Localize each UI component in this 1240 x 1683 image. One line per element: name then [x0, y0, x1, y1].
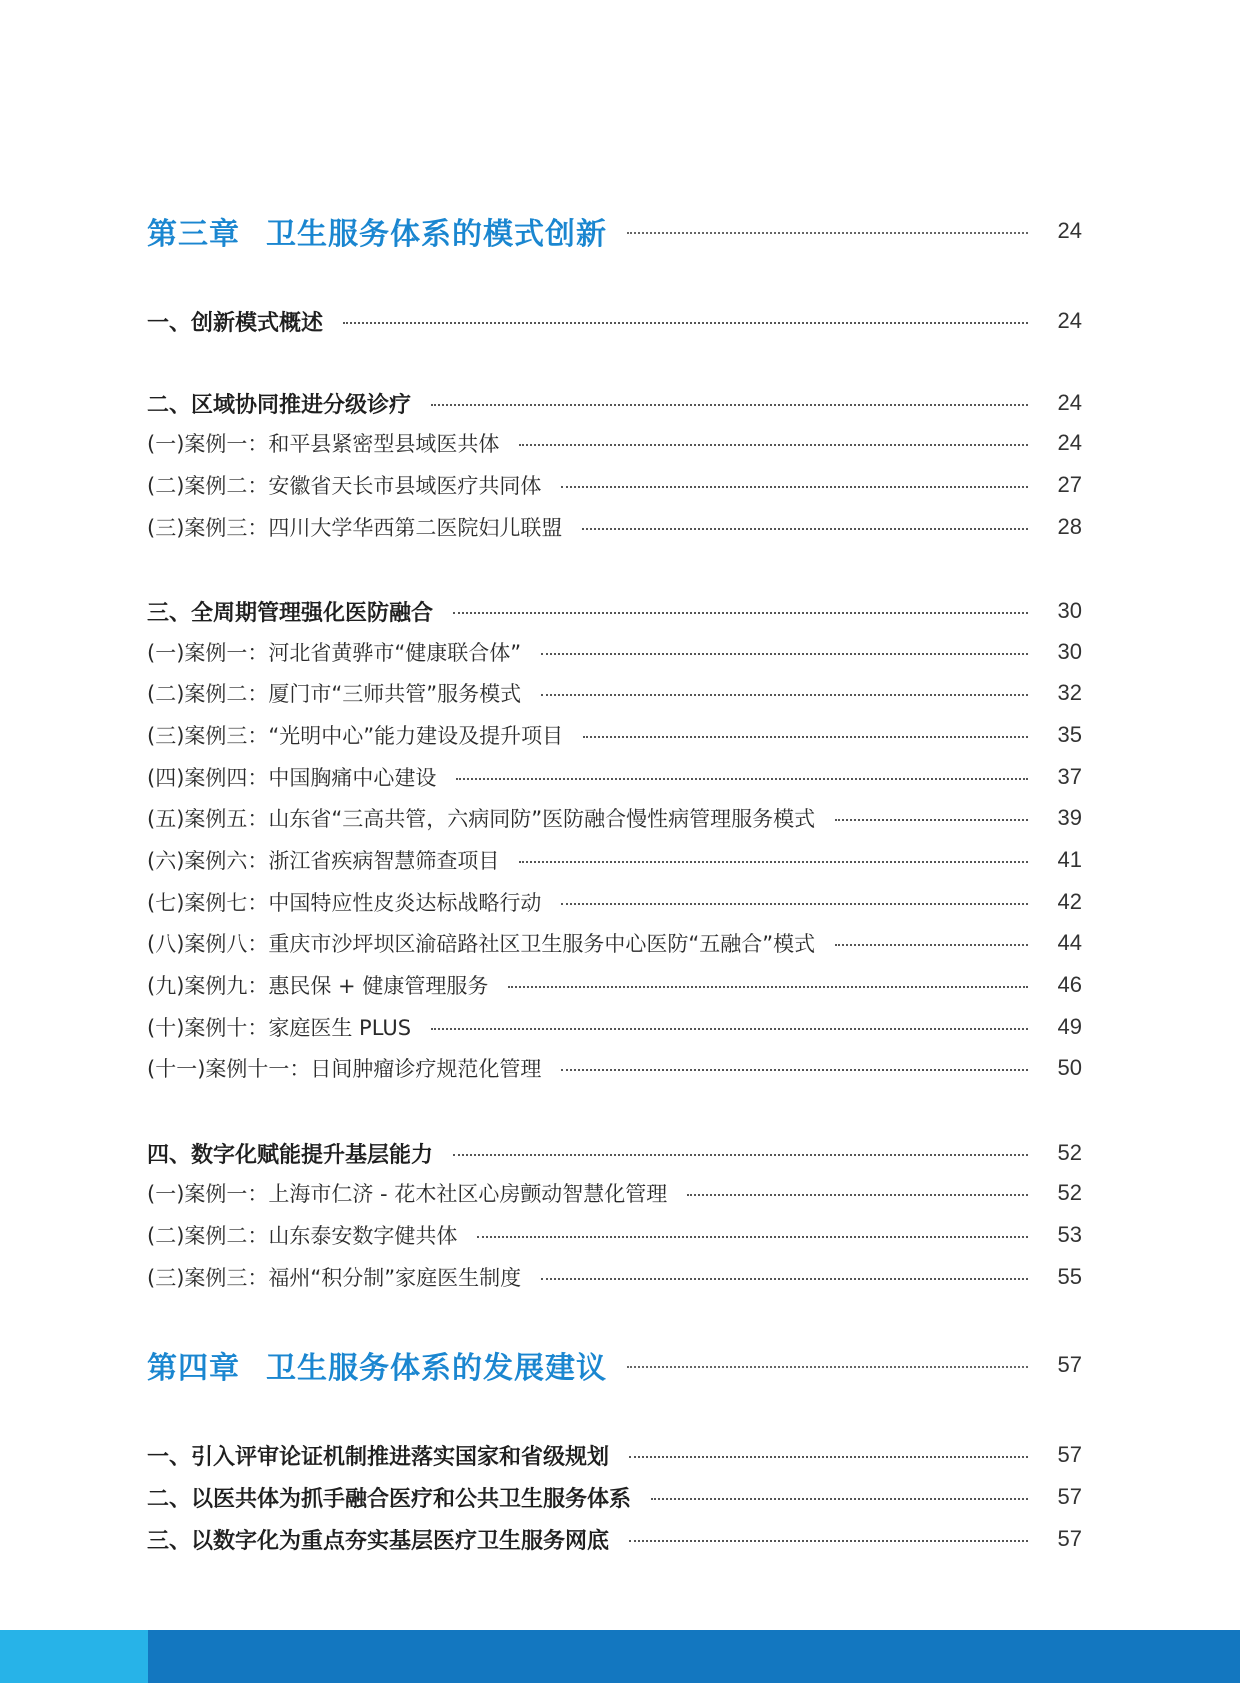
- section-title: 一、引入评审论证机制推进落实国家和省级规划: [147, 1444, 610, 1470]
- page-number: 24: [1057, 308, 1082, 333]
- page-number: 57: [1057, 1484, 1082, 1509]
- toc-chapter-3[interactable]: [147, 211, 1082, 251]
- case-title: (二)案例二：厦门市“三师共管”服务模式: [147, 682, 522, 706]
- page-number: 41: [1057, 847, 1082, 872]
- chapter-name: 卫生服务体系的发展建议: [266, 1351, 607, 1386]
- dot-leader: [629, 1540, 1028, 1542]
- toc-case[interactable]: [147, 677, 1082, 709]
- case-title: (五)案例五：山东省“三高共管，六病同防”医防融合慢性病管理服务模式: [147, 807, 816, 831]
- section-title: 三、全周期管理强化医防融合: [147, 600, 434, 626]
- case-title: (六)案例六：浙江省疾病智慧筛查项目: [147, 849, 500, 873]
- toc-section[interactable]: [147, 387, 1082, 419]
- dot-leader: [541, 1278, 1028, 1280]
- toc-case[interactable]: [147, 969, 1082, 1001]
- toc-case[interactable]: [147, 886, 1082, 918]
- dot-leader: [519, 861, 1028, 863]
- dot-leader: [508, 986, 1028, 988]
- case-title: (十一)案例十一：日间肿瘤诊疗规范化管理: [147, 1057, 542, 1081]
- page-number: 44: [1057, 930, 1082, 955]
- page-number: 32: [1057, 680, 1082, 705]
- page-number: 57: [1057, 1352, 1082, 1377]
- toc-section[interactable]: [147, 1137, 1082, 1169]
- dot-leader: [629, 1456, 1028, 1458]
- footer-bar: [148, 1630, 1240, 1683]
- page-number: 24: [1057, 218, 1082, 243]
- dot-leader: [541, 653, 1028, 655]
- toc-case[interactable]: [147, 719, 1082, 751]
- case-title: (一)案例一：和平县紧密型县域医共体: [147, 432, 500, 456]
- case-title: (十)案例十：家庭医生 PLUS: [147, 1016, 412, 1040]
- case-title: (一)案例一：河北省黄骅市“健康联合体”: [147, 641, 522, 665]
- case-title: (七)案例七：中国特应性皮炎达标战略行动: [147, 891, 542, 915]
- case-title: (九)案例九：惠民保 + 健康管理服务: [147, 974, 489, 998]
- footer-bar-accent: [0, 1630, 148, 1683]
- case-title: (四)案例四：中国胸痛中心建设: [147, 766, 437, 790]
- page-number: 42: [1057, 889, 1082, 914]
- page-number: 52: [1057, 1140, 1082, 1165]
- toc-section[interactable]: [147, 1523, 1082, 1555]
- page-number: 52: [1057, 1180, 1082, 1205]
- dot-leader: [651, 1498, 1028, 1500]
- page-number: 55: [1057, 1264, 1082, 1289]
- page-number: 39: [1057, 805, 1082, 830]
- toc-case[interactable]: [147, 636, 1082, 668]
- page-number: 28: [1057, 514, 1082, 539]
- page-number: 35: [1057, 722, 1082, 747]
- toc-section[interactable]: [147, 1481, 1082, 1513]
- page-number: 27: [1057, 472, 1082, 497]
- toc-case[interactable]: [147, 802, 1082, 834]
- case-title: (八)案例八：重庆市沙坪坝区渝碚路社区卫生服务中心医防“五融合”模式: [147, 932, 816, 956]
- section-title: 二、以医共体为抓手融合医疗和公共卫生服务体系: [147, 1486, 632, 1512]
- page-number: 30: [1057, 598, 1082, 623]
- toc-case[interactable]: [147, 1177, 1082, 1209]
- toc-case[interactable]: [147, 1261, 1082, 1293]
- page-number: 24: [1057, 430, 1082, 455]
- toc-case[interactable]: [147, 511, 1082, 543]
- dot-leader: [561, 486, 1028, 488]
- dot-leader: [453, 1154, 1028, 1156]
- dot-leader: [477, 1236, 1028, 1238]
- dot-leader: [687, 1194, 1028, 1196]
- section-title: 二、区域协同推进分级诊疗: [147, 392, 412, 418]
- toc-section[interactable]: [147, 595, 1082, 627]
- dot-leader: [456, 778, 1028, 780]
- dot-leader: [343, 322, 1028, 324]
- section-title: 一、创新模式概述: [147, 310, 324, 336]
- chapter-number: 第四章: [147, 1351, 240, 1386]
- case-title: (一)案例一：上海市仁济 - 花木社区心房颤动智慧化管理: [147, 1182, 668, 1206]
- dot-leader: [561, 903, 1028, 905]
- dot-leader: [627, 1366, 1028, 1368]
- dot-leader: [835, 944, 1028, 946]
- page-number: 57: [1057, 1526, 1082, 1551]
- toc-section[interactable]: [147, 1439, 1082, 1471]
- toc-case[interactable]: [147, 1052, 1082, 1084]
- page-number: 50: [1057, 1055, 1082, 1080]
- page-number: 53: [1057, 1222, 1082, 1247]
- case-title: (二)案例二：安徽省天长市县域医疗共同体: [147, 474, 542, 498]
- toc-case[interactable]: [147, 1219, 1082, 1251]
- dot-leader: [431, 1028, 1028, 1030]
- case-title: (三)案例三：四川大学华西第二医院妇儿联盟: [147, 516, 563, 540]
- chapter-number: 第三章: [147, 217, 240, 252]
- chapter-title: [147, 209, 607, 253]
- case-title: (三)案例三：“光明中心”能力建设及提升项目: [147, 724, 564, 748]
- toc-section[interactable]: [147, 305, 1082, 337]
- page-number: 49: [1057, 1014, 1082, 1039]
- dot-leader: [835, 819, 1028, 821]
- dot-leader: [627, 232, 1028, 234]
- dot-leader: [582, 528, 1028, 530]
- case-title: (三)案例三：福州“积分制”家庭医生制度: [147, 1266, 522, 1290]
- toc-chapter-4[interactable]: [147, 1345, 1082, 1385]
- toc-case[interactable]: [147, 927, 1082, 959]
- toc-case[interactable]: [147, 1011, 1082, 1043]
- chapter-title: [147, 1343, 607, 1387]
- dot-leader: [561, 1069, 1028, 1071]
- section-title: 三、以数字化为重点夯实基层医疗卫生服务网底: [147, 1528, 610, 1554]
- dot-leader: [431, 404, 1028, 406]
- toc-case[interactable]: [147, 427, 1082, 459]
- section-title: 四、数字化赋能提升基层能力: [147, 1142, 434, 1168]
- dot-leader: [519, 444, 1028, 446]
- toc-case[interactable]: [147, 844, 1082, 876]
- page-number: 37: [1057, 764, 1082, 789]
- dot-leader: [453, 612, 1028, 614]
- case-title: (二)案例二：山东泰安数字健共体: [147, 1224, 458, 1248]
- page-number: 57: [1057, 1442, 1082, 1467]
- toc-case[interactable]: [147, 761, 1082, 793]
- page-number: 46: [1057, 972, 1082, 997]
- toc-case[interactable]: [147, 469, 1082, 501]
- dot-leader: [541, 694, 1028, 696]
- page-number: 24: [1057, 390, 1082, 415]
- chapter-name: 卫生服务体系的模式创新: [266, 217, 607, 252]
- dot-leader: [583, 736, 1028, 738]
- page-number: 30: [1057, 639, 1082, 664]
